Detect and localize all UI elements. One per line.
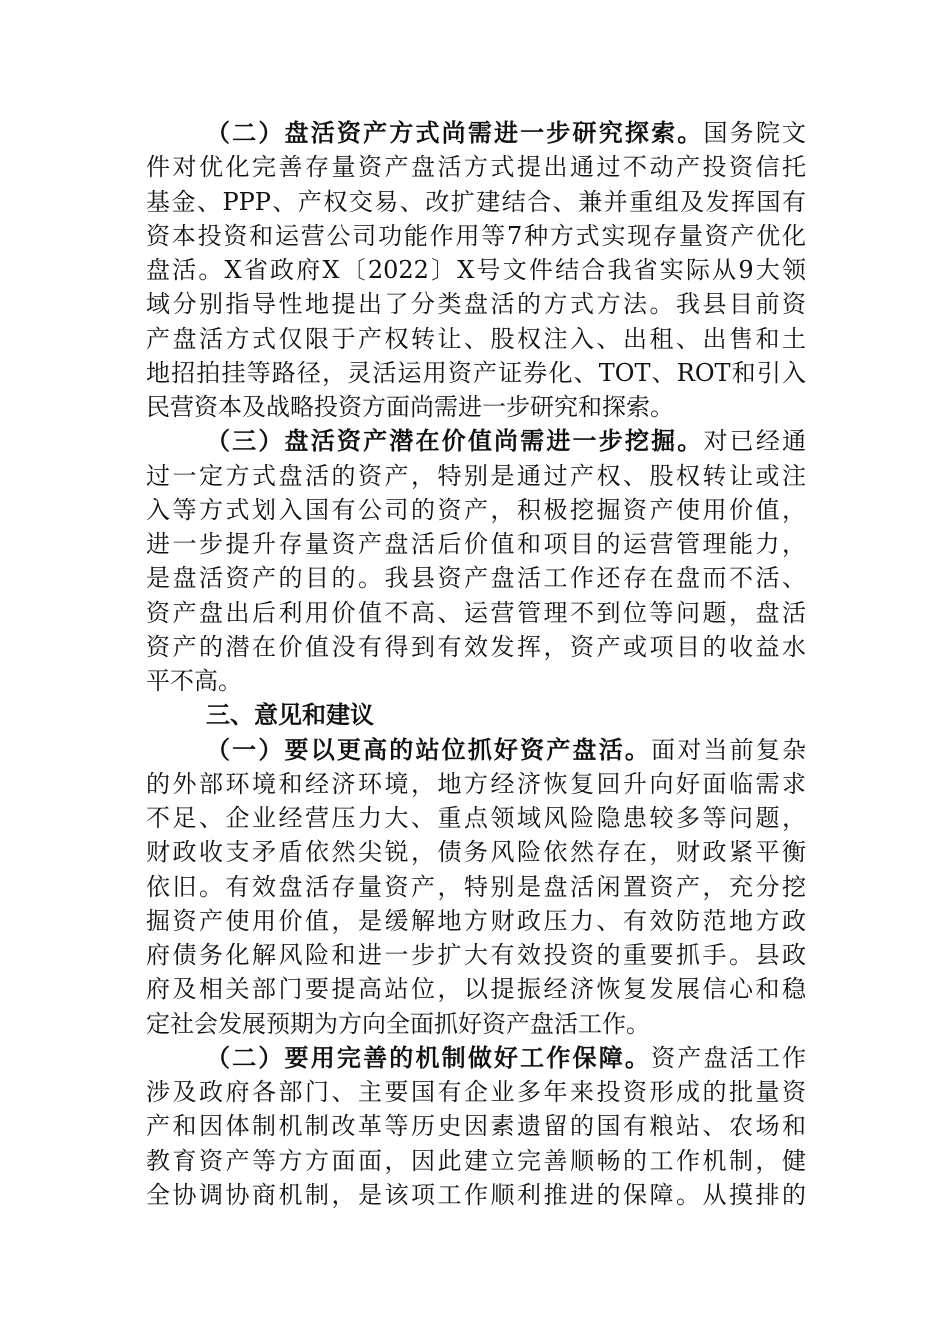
paragraph-line: 基金、PPP、产权交易、改扩建结合、兼并重组及发挥国有 — [146, 187, 806, 216]
paragraph-line: 域分别指导性地提出了分类盘活的方式方法。我县目前资 — [146, 290, 806, 319]
paragraph-line: 的外部环境和经济环境，地方经济恢复回升向好面临需求 — [146, 769, 806, 798]
paragraph-lead: （二）要用完善的机制做好工作保障。 — [206, 1042, 652, 1072]
paragraph-line: 是盘活资产的目的。我县资产盘活工作还存在盘而不活、 — [146, 564, 806, 593]
paragraph-first-line — [146, 733, 806, 767]
paragraph-lead: （一）要以更高的站位抓好资产盘活。 — [206, 734, 652, 764]
paragraph-line: 府债务化解风险和进一步扩大有效投资的重要抓手。县政 — [146, 941, 806, 969]
paragraph-text: 资产盘活工作 — [651, 1043, 807, 1072]
paragraph-line: 不足、企业经营压力大、重点领域风险隐患较多等问题， — [146, 804, 806, 832]
paragraph-line: 涉及政府各部门、主要国有企业多年来投资形成的批量资 — [146, 1078, 806, 1106]
paragraph-first-line — [146, 424, 806, 458]
paragraph-line: 产和因体制机制改革等历史因素遗留的国有粮站、农场和 — [146, 1112, 806, 1141]
document-body — [146, 116, 806, 1212]
paragraph-line: 进一步提升存量资产盘活后价值和项目的运营管理能力， — [146, 530, 806, 558]
paragraph-line: 件对优化完善存量资产盘活方式提出通过不动产投资信托 — [146, 153, 806, 182]
paragraph-lead: （二）盘活资产方式尚需进一步研究探索。 — [206, 118, 704, 147]
paragraph-line: 府及相关部门要提高站位，以提振经济恢复发展信心和稳 — [146, 975, 806, 1004]
paragraph-line: 财政收支矛盾依然尖锐，债务风险依然存在，财政紧平衡 — [146, 838, 806, 867]
paragraph-line: 平不高。 — [146, 667, 242, 695]
paragraph-line: 民营资本及战略投资方面尚需进一步研究和探索。 — [146, 393, 674, 421]
paragraph-line: 资本投资和运营公司功能作用等7种方式实现存量资产优化 — [146, 221, 806, 250]
paragraph-line: 产盘活方式仅限于产权转让、股权注入、出租、出售和土 — [146, 324, 806, 353]
paragraph-line: 资产的潜在价值没有得到有效发挥，资产或项目的收益水 — [146, 632, 806, 661]
paragraph-text: 面对当前复杂 — [651, 735, 807, 764]
paragraph-line: 全协调协商机制，是该项工作顺利推进的保障。从摸排的 — [146, 1180, 806, 1209]
paragraph-line: 地招拍挂等路径，灵活运用资产证券化、TOT、ROT和引入 — [146, 358, 806, 387]
paragraph-asset-methods — [146, 116, 806, 424]
paragraph-line: 过一定方式盘活的资产，特别是通过产权、股权转让或注 — [146, 461, 806, 490]
paragraph-first-line — [146, 1041, 806, 1075]
section-heading: 三、意见和建议 — [206, 701, 374, 730]
paragraph-asset-value — [146, 424, 806, 698]
paragraph-line: 掘资产使用价值，是缓解地方财政压力、有效防范地方政 — [146, 906, 806, 935]
paragraph-text: 对已经通 — [703, 427, 806, 456]
paragraph-lead: （三）盘活资产潜在价值尚需进一步挖掘。 — [206, 426, 704, 456]
paragraph-line: 盘活。X省政府X〔2022〕X号文件结合我省实际从9大领 — [146, 256, 806, 284]
paragraph-higher-standpoint — [146, 733, 806, 1041]
paragraph-first-line — [146, 116, 806, 150]
paragraph-mechanism — [146, 1041, 806, 1212]
paragraph-line: 教育资产等方方面面，因此建立完善顺畅的工作机制，健 — [146, 1146, 806, 1175]
paragraph-line: 入等方式划入国有公司的资产，积极挖掘资产使用价值， — [146, 495, 806, 524]
paragraph-text: 国务院文 — [703, 119, 806, 147]
paragraph-line: 资产盘出后利用价值不高、运营管理不到位等问题，盘活 — [146, 598, 806, 627]
paragraph-line: 依旧。有效盘活存量资产，特别是盘活闲置资产，充分挖 — [146, 872, 806, 901]
paragraph-line: 定社会发展预期为方向全面抓好资产盘活工作。 — [146, 1009, 650, 1038]
